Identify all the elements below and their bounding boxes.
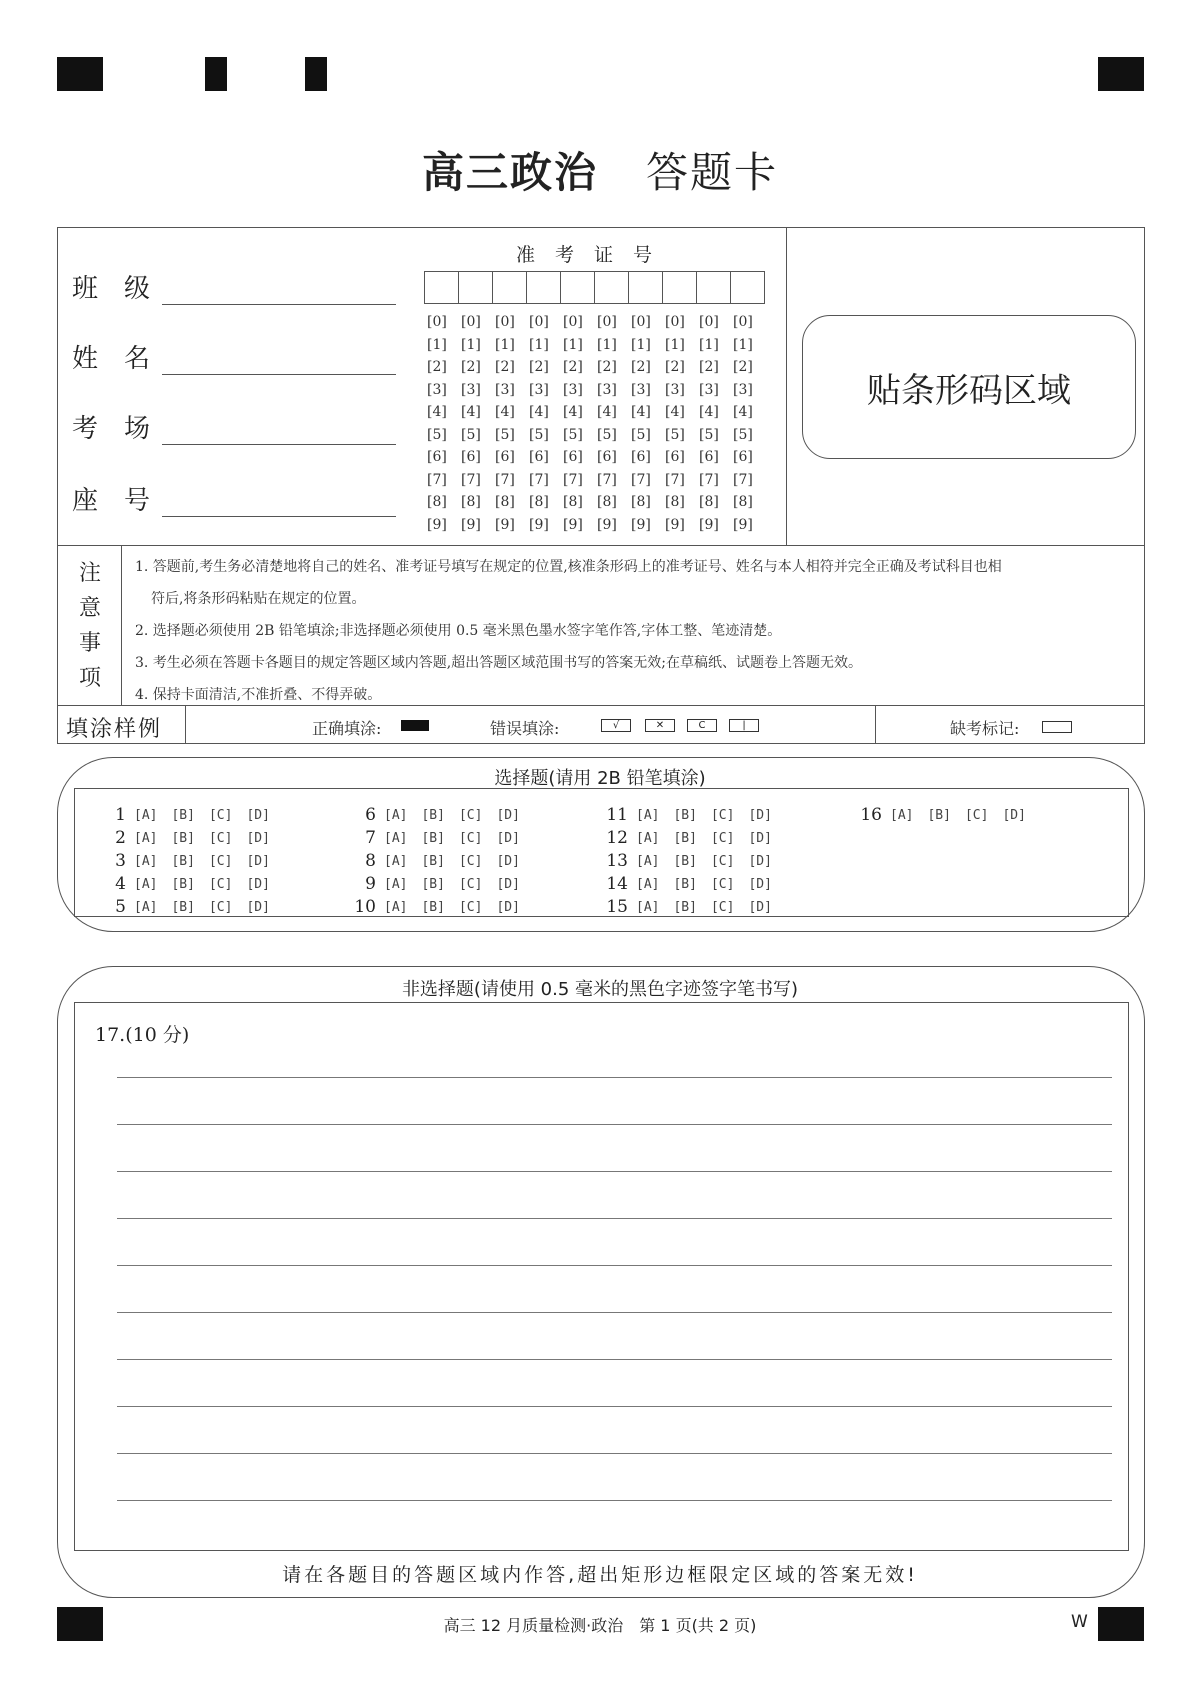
digit-bubble[interactable]: [9]	[563, 516, 583, 533]
question-number: 16	[860, 805, 882, 825]
digit-bubble[interactable]: [8]	[699, 494, 719, 510]
digit-bubble[interactable]: [1]	[597, 336, 617, 353]
question-number: 6	[365, 805, 376, 825]
digit-bubble[interactable]: [9]	[631, 516, 651, 533]
page-title	[0, 140, 1200, 200]
choice-bubble[interactable]: [A]	[384, 807, 408, 823]
digit-bubble[interactable]: [0]	[563, 314, 583, 330]
class-field[interactable]	[72, 268, 396, 305]
answer-line[interactable]	[117, 1077, 1112, 1078]
choice-bubble[interactable]: [A]	[384, 876, 408, 892]
digit-bubble[interactable]: [8]	[631, 494, 651, 510]
choice-bubble[interactable]: [C]	[710, 830, 735, 846]
digit-bubble[interactable]: [4]	[597, 404, 617, 420]
exam-number-boxes[interactable]	[424, 271, 765, 304]
answer-area-warning: 请在各题目的答题区域内作答,超出矩形边框限定区域的答案无效!	[282, 1564, 918, 1586]
digit-bubble[interactable]: [5]	[733, 426, 753, 443]
digit-bubble[interactable]: [5]	[665, 426, 685, 443]
choice-bubble[interactable]: [A]	[134, 853, 158, 869]
question-number: 5	[115, 897, 126, 917]
digit-box[interactable]	[493, 272, 527, 303]
digit-bubble[interactable]: [4]	[699, 404, 719, 420]
exam-room-input-line[interactable]	[162, 416, 396, 445]
choice-bubble[interactable]: [B]	[673, 807, 697, 823]
choice-bubble[interactable]: [B]	[421, 830, 445, 846]
title-subject: 高三政治	[421, 148, 598, 197]
digit-bubble[interactable]: [9]	[461, 516, 481, 533]
wrong-fill-cross: ✕	[645, 719, 675, 732]
digit-bubble[interactable]: [2]	[427, 359, 447, 375]
choice-question-row	[598, 805, 786, 825]
digit-bubble[interactable]: [3]	[529, 381, 549, 398]
digit-bubble[interactable]: [7]	[495, 471, 515, 488]
seat-field[interactable]	[72, 480, 396, 517]
question-number: 9	[365, 874, 376, 894]
digit-box[interactable]	[663, 272, 697, 303]
choice-bubble[interactable]: [D]	[496, 853, 520, 869]
answer-line[interactable]	[117, 1453, 1112, 1454]
digit-bubble[interactable]: [9]	[665, 516, 685, 533]
digit-bubble[interactable]: [9]	[699, 516, 719, 533]
title-card: 答题卡	[646, 148, 779, 197]
divider	[57, 545, 1144, 546]
answer-line[interactable]	[117, 1171, 1112, 1172]
digit-bubble[interactable]: [8]	[461, 494, 481, 510]
digit-bubble[interactable]: [6]	[495, 449, 515, 465]
choice-question-row	[346, 805, 534, 825]
digit-bubble[interactable]: [3]	[733, 381, 753, 398]
digit-bubble[interactable]: [7]	[529, 471, 549, 488]
correct-fill-mark	[401, 720, 429, 731]
seat-label: 座 号	[72, 486, 151, 516]
choice-question-row	[598, 874, 786, 894]
digit-bubble[interactable]: [7]	[699, 471, 719, 488]
choice-bubble[interactable]: [A]	[890, 807, 914, 823]
digit-box[interactable]	[425, 272, 459, 303]
answer-line[interactable]	[117, 1265, 1112, 1266]
registration-mark	[305, 57, 327, 91]
question-17-label: 17.(10 分)	[95, 1024, 190, 1046]
choice-bubble[interactable]: [B]	[171, 830, 195, 846]
divider	[121, 545, 122, 705]
answer-line[interactable]	[117, 1312, 1112, 1313]
class-label: 班 级	[72, 274, 151, 304]
digit-bubble[interactable]: [3]	[427, 381, 447, 398]
choice-question-row	[96, 805, 284, 825]
question-number: 15	[606, 897, 628, 917]
fill-sample-title: 填涂样例	[66, 717, 163, 742]
divider	[875, 705, 876, 743]
choice-bubble[interactable]: [C]	[710, 876, 735, 892]
choice-bubble[interactable]: [C]	[710, 807, 735, 823]
digit-bubble[interactable]: [2]	[733, 359, 753, 375]
digit-bubble[interactable]: [3]	[597, 381, 617, 398]
name-input-line[interactable]	[162, 346, 396, 375]
choice-bubble[interactable]: [C]	[208, 853, 233, 869]
digit-bubble[interactable]: [4]	[563, 404, 583, 420]
wrong-fill-line: |	[729, 719, 759, 732]
exam-room-field[interactable]	[72, 408, 396, 445]
notes-heading: 注意事项	[78, 561, 101, 691]
version-code: W	[1071, 1612, 1088, 1632]
choice-question-row	[346, 874, 534, 894]
digit-bubble[interactable]: [6]	[529, 449, 549, 465]
digit-bubble[interactable]: [3]	[563, 381, 583, 398]
divider	[786, 227, 787, 545]
digit-bubble[interactable]: [6]	[631, 449, 651, 465]
digit-bubble[interactable]: [3]	[631, 381, 651, 398]
choice-bubble[interactable]: [C]	[458, 830, 483, 846]
digit-box[interactable]	[595, 272, 629, 303]
digit-bubble[interactable]: [6]	[563, 449, 583, 465]
note-item: 1. 答题前,考生务必清楚地将自己的姓名、准考证号填写在规定的位置,核准条形码上的准考证号、姓名与本人相符并完全正确及考试科目也相	[135, 559, 1002, 575]
digit-bubble[interactable]: [8]	[733, 494, 753, 510]
choice-bubble[interactable]: [D]	[246, 807, 270, 823]
choice-question-row	[96, 897, 284, 917]
choice-bubble[interactable]: [A]	[134, 899, 158, 915]
choice-section-title: 选择题(请用 2B 铅笔填涂)	[494, 768, 706, 789]
choice-bubble[interactable]: [C]	[458, 853, 483, 869]
choice-bubble[interactable]: [A]	[134, 807, 158, 823]
choice-bubble[interactable]: [C]	[710, 899, 735, 915]
digit-bubble[interactable]: [7]	[631, 471, 651, 488]
digit-bubble[interactable]: [8]	[563, 494, 583, 510]
seat-input-line[interactable]	[162, 488, 396, 517]
question-number: 4	[115, 874, 126, 894]
note-item: 3. 考生必须在答题卡各题目的规定答题区域内答题,超出答题区域范围书写的答案无效;在草稿纸、试题卷上答题无效。	[135, 655, 862, 671]
answer-line[interactable]	[117, 1124, 1112, 1125]
divider	[185, 705, 186, 743]
absent-label: 缺考标记:	[950, 719, 1020, 738]
choice-bubble[interactable]: [B]	[673, 853, 697, 869]
digit-bubble[interactable]: [2]	[597, 359, 617, 375]
digit-bubble[interactable]: [1]	[461, 336, 481, 353]
wrong-fill-label: 错误填涂:	[490, 719, 560, 738]
choice-bubble[interactable]: [B]	[171, 876, 195, 892]
choice-bubble[interactable]: [C]	[710, 853, 735, 869]
digit-bubble[interactable]: [2]	[461, 359, 481, 375]
exam-number-label: 准考证号	[515, 244, 672, 266]
choice-bubble[interactable]: [D]	[246, 876, 270, 892]
digit-bubble[interactable]: [7]	[563, 471, 583, 488]
digit-bubble[interactable]: [0]	[699, 314, 719, 330]
choice-bubble[interactable]: [D]	[496, 830, 520, 846]
choice-bubble[interactable]: [A]	[134, 876, 158, 892]
choice-question-row	[346, 897, 534, 917]
digit-bubble[interactable]: [9]	[733, 516, 753, 533]
digit-bubble[interactable]: [7]	[427, 471, 447, 488]
choice-bubble[interactable]: [B]	[421, 807, 445, 823]
digit-bubble[interactable]: [5]	[563, 426, 583, 443]
digit-bubble[interactable]: [3]	[665, 381, 685, 398]
choice-bubble[interactable]: [B]	[421, 899, 445, 915]
choice-bubble[interactable]: [C]	[208, 876, 233, 892]
choice-bubble[interactable]: [D]	[748, 853, 772, 869]
digit-bubble[interactable]: [9]	[427, 516, 447, 533]
choice-bubble[interactable]: [B]	[421, 853, 445, 869]
choice-question-row	[346, 828, 534, 848]
answer-line[interactable]	[117, 1500, 1112, 1501]
name-field[interactable]	[72, 338, 396, 375]
digit-bubble[interactable]: [7]	[733, 471, 753, 488]
choice-bubble[interactable]: [B]	[673, 899, 697, 915]
digit-bubble[interactable]: [0]	[631, 314, 651, 330]
question-number: 1	[115, 805, 126, 825]
digit-bubble[interactable]: [4]	[461, 404, 481, 420]
choice-bubble[interactable]: [D]	[748, 807, 772, 823]
digit-bubble[interactable]: [0]	[495, 314, 515, 330]
choice-bubble[interactable]: [C]	[458, 876, 483, 892]
digit-box[interactable]	[697, 272, 731, 303]
digit-bubble[interactable]: [4]	[733, 404, 753, 420]
digit-bubble[interactable]: [4]	[631, 404, 651, 420]
question-number: 3	[115, 851, 126, 871]
digit-bubble[interactable]: [7]	[461, 471, 481, 488]
wrong-fill-circle: C	[687, 719, 717, 732]
digit-bubble[interactable]: [3]	[495, 381, 515, 398]
digit-bubble[interactable]: [0]	[529, 314, 549, 330]
choice-bubble[interactable]: [D]	[748, 876, 772, 892]
digit-bubble[interactable]: [1]	[733, 336, 753, 353]
choice-question-row	[96, 828, 284, 848]
digit-bubble[interactable]: [9]	[495, 516, 515, 533]
choice-bubble[interactable]: [A]	[636, 853, 660, 869]
choice-bubble[interactable]: [A]	[384, 853, 408, 869]
digit-bubble[interactable]: [8]	[495, 494, 515, 510]
choice-bubble[interactable]: [D]	[246, 830, 270, 846]
answer-line[interactable]	[117, 1218, 1112, 1219]
digit-bubble[interactable]: [1]	[631, 336, 651, 353]
choice-question-row	[598, 851, 786, 871]
digit-bubble[interactable]: [1]	[563, 336, 583, 353]
digit-bubble[interactable]: [8]	[427, 494, 447, 510]
digit-bubble[interactable]: [5]	[461, 426, 481, 443]
digit-bubble[interactable]: [5]	[495, 426, 515, 443]
digit-bubble[interactable]: [0]	[733, 314, 753, 330]
choice-bubble[interactable]: [A]	[636, 807, 660, 823]
digit-bubble[interactable]: [7]	[665, 471, 685, 488]
choice-bubble[interactable]: [D]	[246, 899, 270, 915]
choice-bubble[interactable]: [B]	[171, 899, 195, 915]
name-label: 姓 名	[72, 344, 151, 374]
exam-room-label: 考 场	[72, 414, 151, 444]
digit-box[interactable]	[561, 272, 595, 303]
digit-bubble[interactable]: [1]	[665, 336, 685, 353]
choice-bubble[interactable]: [C]	[208, 830, 233, 846]
choice-bubble[interactable]: [A]	[384, 830, 408, 846]
choice-bubble[interactable]: [A]	[636, 899, 660, 915]
choice-bubble[interactable]: [B]	[673, 830, 697, 846]
digit-bubble[interactable]: [8]	[665, 494, 685, 510]
choice-bubble[interactable]: [B]	[673, 876, 697, 892]
digit-bubble[interactable]: [0]	[461, 314, 481, 330]
choice-bubble[interactable]: [D]	[748, 830, 772, 846]
page-footer: 高三 12 月质量检测·政治 第 1 页(共 2 页)	[443, 1616, 757, 1635]
digit-bubble[interactable]: [5]	[631, 426, 651, 443]
choice-bubble[interactable]: [B]	[927, 807, 951, 823]
exam-number-bubble-grid[interactable]	[427, 314, 767, 539]
digit-bubble[interactable]: [4]	[665, 404, 685, 420]
registration-mark	[205, 57, 227, 91]
choice-question-row	[598, 828, 786, 848]
digit-bubble[interactable]: [5]	[597, 426, 617, 443]
digit-box[interactable]	[527, 272, 561, 303]
choice-question-row	[96, 874, 284, 894]
choice-question-row	[346, 851, 534, 871]
digit-bubble[interactable]: [6]	[699, 449, 719, 465]
digit-bubble[interactable]: [2]	[631, 359, 651, 375]
barcode-area: 贴条形码区域	[802, 315, 1136, 459]
question-number: 13	[606, 851, 628, 871]
digit-box[interactable]	[459, 272, 493, 303]
digit-bubble[interactable]: [2]	[699, 359, 719, 375]
choice-bubble[interactable]: [C]	[458, 899, 483, 915]
digit-bubble[interactable]: [2]	[563, 359, 583, 375]
answer-line[interactable]	[117, 1359, 1112, 1360]
digit-bubble[interactable]: [5]	[427, 426, 447, 443]
note-item: 符后,将条形码粘贴在规定的位置。	[151, 591, 366, 607]
choice-bubble[interactable]: [D]	[1002, 807, 1026, 823]
registration-mark	[1098, 57, 1144, 91]
question-number: 8	[365, 851, 376, 871]
digit-bubble[interactable]: [4]	[495, 404, 515, 420]
digit-bubble[interactable]: [0]	[665, 314, 685, 330]
digit-bubble[interactable]: [7]	[597, 471, 617, 488]
choice-question-row	[598, 897, 786, 917]
choice-bubble[interactable]: [B]	[421, 876, 445, 892]
question-number: 7	[365, 828, 376, 848]
digit-bubble[interactable]: [9]	[529, 516, 549, 533]
digit-bubble[interactable]: [0]	[597, 314, 617, 330]
absent-mark-box[interactable]	[1042, 721, 1072, 733]
registration-mark	[57, 57, 103, 91]
choice-bubble[interactable]: [C]	[208, 807, 233, 823]
digit-bubble[interactable]: [2]	[495, 359, 515, 375]
digit-bubble[interactable]: [3]	[699, 381, 719, 398]
digit-bubble[interactable]: [9]	[597, 516, 617, 533]
choice-bubble[interactable]: [C]	[458, 807, 483, 823]
digit-bubble[interactable]: [5]	[699, 426, 719, 443]
digit-bubble[interactable]: [4]	[427, 404, 447, 420]
choice-bubble[interactable]: [C]	[964, 807, 989, 823]
answer-line[interactable]	[117, 1406, 1112, 1407]
choice-bubble[interactable]: [D]	[496, 876, 520, 892]
correct-fill-label: 正确填涂:	[312, 719, 382, 738]
digit-bubble[interactable]: [1]	[427, 336, 447, 353]
digit-bubble[interactable]: [6]	[733, 449, 753, 465]
digit-bubble[interactable]: [4]	[529, 404, 549, 420]
digit-bubble[interactable]: [1]	[495, 336, 515, 353]
digit-bubble[interactable]: [2]	[529, 359, 549, 375]
choice-bubble[interactable]: [A]	[636, 876, 660, 892]
digit-box[interactable]	[731, 272, 764, 303]
choice-bubble[interactable]: [D]	[246, 853, 270, 869]
written-section-title: 非选择题(请使用 0.5 毫米的黑色字迹签字笔书写)	[401, 979, 799, 1000]
digit-bubble[interactable]: [6]	[597, 449, 617, 465]
digit-bubble[interactable]: [5]	[529, 426, 549, 443]
question-number: 14	[606, 874, 628, 894]
choice-question-row	[852, 805, 1040, 825]
choice-bubble[interactable]: [C]	[208, 899, 233, 915]
choice-question-row	[96, 851, 284, 871]
digit-bubble[interactable]: [1]	[529, 336, 549, 353]
digit-bubble[interactable]: [3]	[461, 381, 481, 398]
choice-bubble[interactable]: [A]	[134, 830, 158, 846]
divider	[57, 705, 1144, 706]
note-item: 2. 选择题必须使用 2B 铅笔填涂;非选择题必须使用 0.5 毫米黑色墨水签字笔作答,字体工整、笔迹清楚。	[135, 623, 782, 639]
digit-bubble[interactable]: [6]	[665, 449, 685, 465]
choice-bubble[interactable]: [B]	[171, 807, 195, 823]
choice-bubble[interactable]: [D]	[496, 807, 520, 823]
question-number: 12	[606, 828, 628, 848]
question-number: 11	[606, 805, 628, 825]
digit-bubble[interactable]: [8]	[597, 494, 617, 510]
digit-bubble[interactable]: [6]	[461, 449, 481, 465]
digit-bubble[interactable]: [8]	[529, 494, 549, 510]
class-input-line[interactable]	[162, 276, 396, 305]
choice-bubble[interactable]: [A]	[636, 830, 660, 846]
digit-bubble[interactable]: [1]	[699, 336, 719, 353]
digit-bubble[interactable]: [2]	[665, 359, 685, 375]
choice-bubble[interactable]: [B]	[171, 853, 195, 869]
digit-bubble[interactable]: [0]	[427, 314, 447, 330]
written-answer-box[interactable]	[74, 1002, 1129, 1551]
choice-bubble[interactable]: [A]	[384, 899, 408, 915]
wrong-fill-check: √	[601, 719, 631, 732]
choice-bubble[interactable]: [D]	[748, 899, 772, 915]
note-item: 4. 保持卡面清洁,不准折叠、不得弄破。	[135, 687, 382, 703]
choice-bubble[interactable]: [D]	[496, 899, 520, 915]
digit-bubble[interactable]: [6]	[427, 449, 447, 465]
question-number: 10	[354, 897, 376, 917]
digit-box[interactable]	[629, 272, 663, 303]
question-number: 2	[115, 828, 126, 848]
